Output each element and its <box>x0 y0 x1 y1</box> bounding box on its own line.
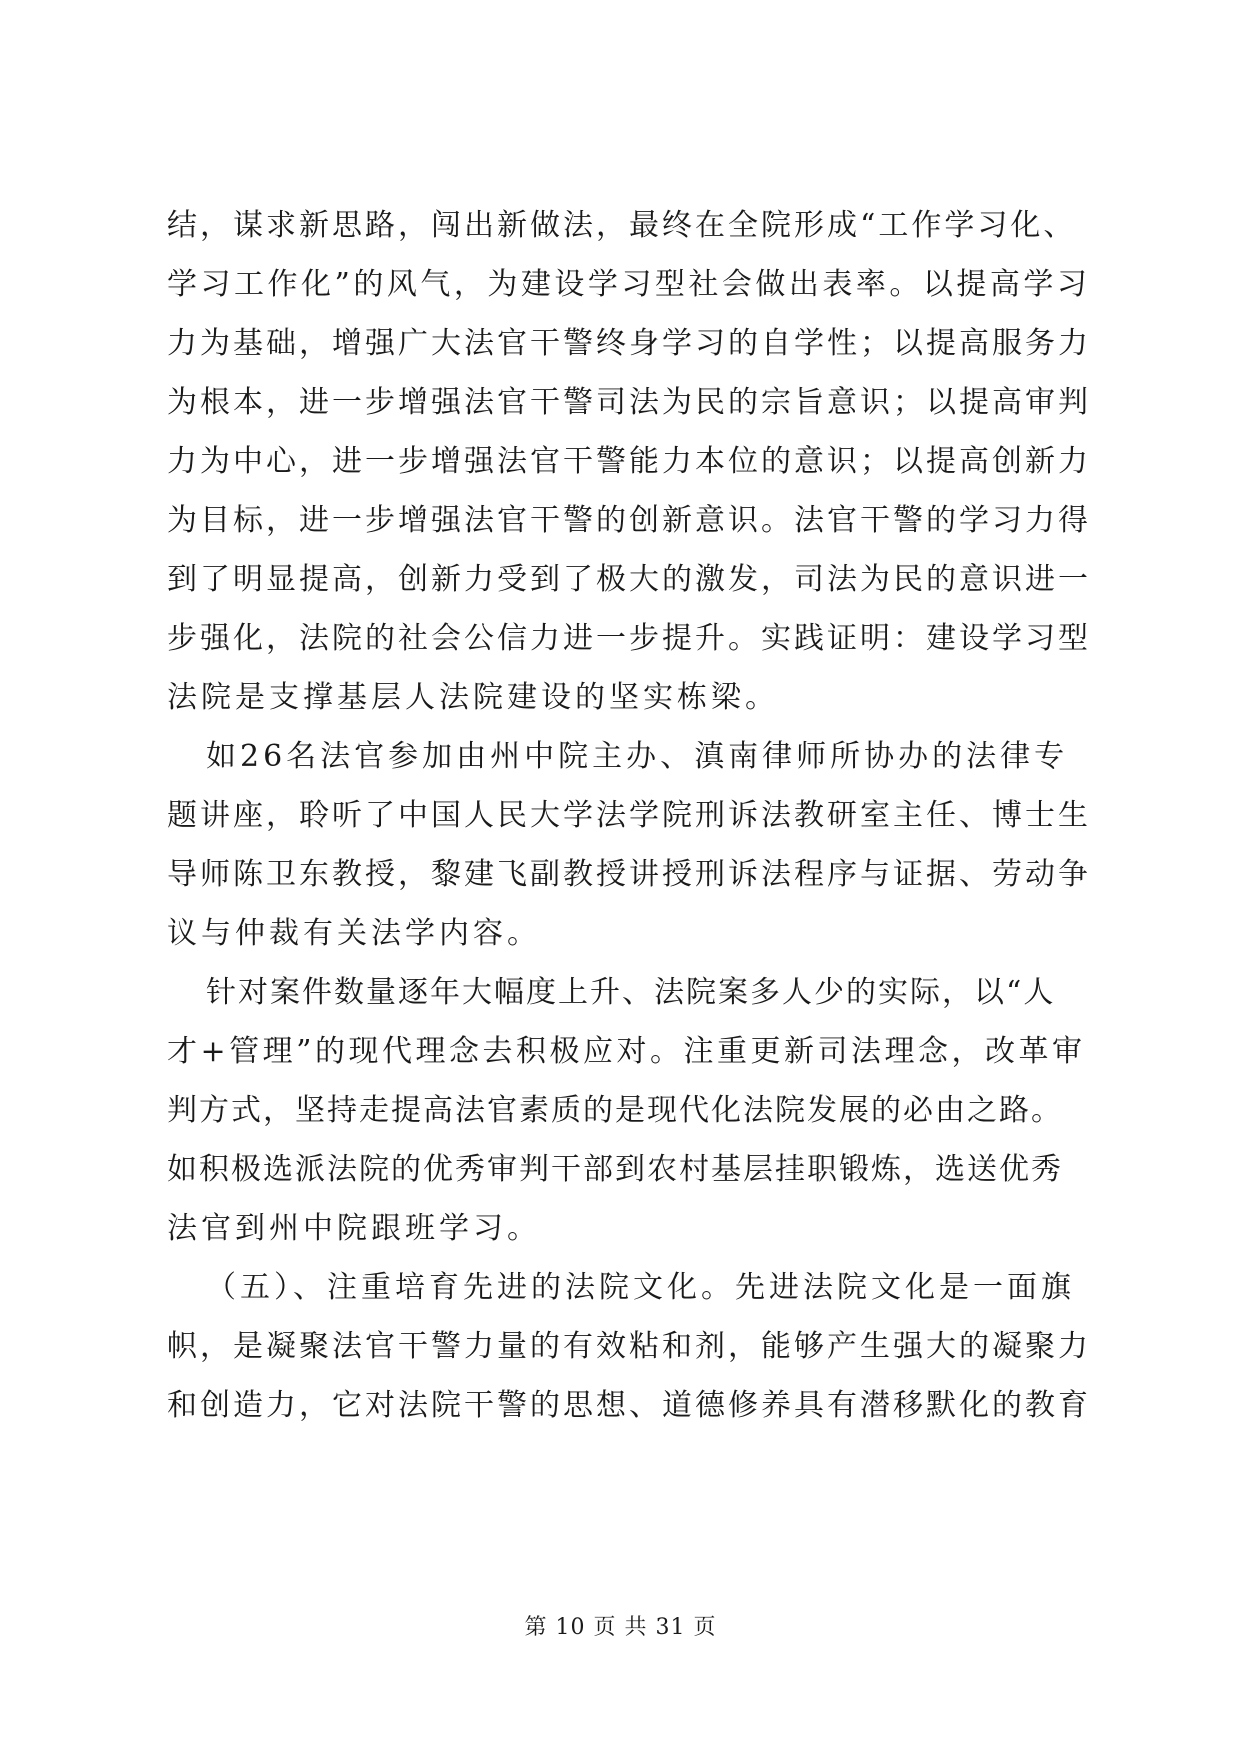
text-line: 法院是支撑基层人法院建设的坚实栋梁。 <box>167 680 779 715</box>
text-line: 判方式，坚持走提高法官素质的是现代化法院发展的必由之路。 <box>167 1093 1063 1128</box>
text-line: 如积极选派法院的优秀审判干部到农村基层挂职锻炼，选送优秀 <box>167 1152 1063 1187</box>
text-line: 针对案件数量逐年大幅度上升、法院案多人少的实际，以“人 <box>206 975 1056 1010</box>
text-line: 题讲座，聆听了中国人民大学法学院刑诉法教研室主任、博士生 <box>167 798 1091 833</box>
text-line: 步强化，法院的社会公信力进一步提升。实践证明：建设学习型 <box>167 621 1091 656</box>
text-line: 才+管理”的现代理念去积极应对。注重更新司法理念，改革审 <box>167 1034 1086 1069</box>
text-line: 力为基础，增强广大法官干警终身学习的自学性；以提高服务力 <box>167 326 1091 361</box>
text-line: 帜，是凝聚法官干警力量的有效粘和剂，能够产生强大的凝聚力 <box>167 1329 1091 1364</box>
text-line: 和创造力，它对法院干警的思想、道德修养具有潜移默化的教育 <box>167 1388 1091 1423</box>
text-line: 议与仲裁有关法学内容。 <box>167 916 541 951</box>
text-line: 为目标，进一步增强法官干警的创新意识。法官干警的学习力得 <box>167 503 1091 538</box>
body-text <box>167 196 1091 1435</box>
text-line: 导师陈卫东教授，黎建飞副教授讲授刑诉法程序与证据、劳动争 <box>167 857 1091 892</box>
text-line: 学习工作化”的风气，为建设学习型社会做出表率。以提高学习 <box>167 267 1091 302</box>
text-line: 到了明显提高，创新力受到了极大的激发，司法为民的意识进一 <box>167 562 1091 597</box>
page-number-footer: 第 10 页 共 31 页 <box>524 1615 717 1640</box>
text-line: 力为中心，进一步增强法官干警能力本位的意识；以提高创新力 <box>167 444 1091 479</box>
text-line: 如26名法官参加由州中院主办、滇南律师所协办的法律专 <box>206 739 1069 774</box>
text-line: 结，谋求新思路，闯出新做法，最终在全院形成“工作学习化、 <box>167 208 1077 243</box>
text-line: 法官到州中院跟班学习。 <box>167 1211 541 1246</box>
text-line: （五）、注重培育先进的法院文化。先进法院文化是一面旗 <box>206 1270 1075 1305</box>
text-line: 为根本，进一步增强法官干警司法为民的宗旨意识；以提高审判 <box>167 385 1091 420</box>
